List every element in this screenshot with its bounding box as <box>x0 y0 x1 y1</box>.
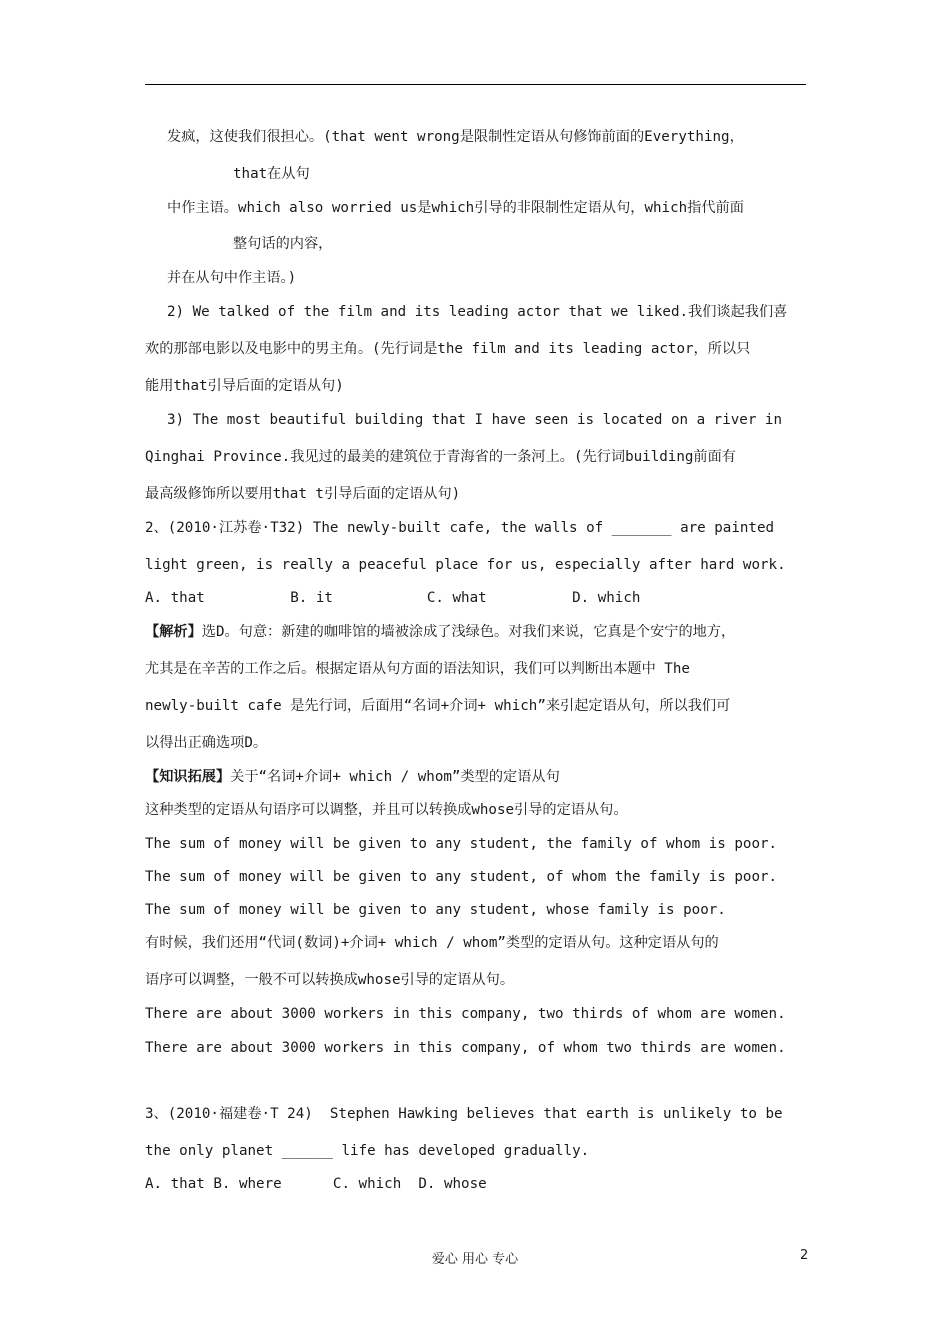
analysis-label: 【解析】 <box>145 624 202 640</box>
extension-line: 【知识拓展】关于“名词+介词+ which / whom”类型的定语从句 <box>145 769 560 785</box>
text-line: newly-built cafe 是先行词，后面用“名词+介词+ which”来引起定语从句，所以我们可 <box>145 698 731 714</box>
extension-label: 【知识拓展】 <box>145 769 231 785</box>
header-rule <box>145 84 806 85</box>
page-number: 2 <box>800 1248 809 1263</box>
question-2: 2、(2010·江苏卷·T32) The newly-built cafe, the walls of _______ are painted <box>145 520 775 536</box>
answer-options: A. that B. where C. which D. whose <box>145 1176 487 1192</box>
text-line: 这种类型的定语从句语序可以调整，并且可以转换成whose引导的定语从句。 <box>145 802 628 818</box>
text-line: 能用that引导后面的定语从句) <box>145 378 344 394</box>
text-line: 有时候，我们还用“代词(数词)+介词+ which / whom”类型的定语从句。这种定语从句的 <box>145 935 719 951</box>
text-line: 并在从句中作主语。) <box>167 270 297 286</box>
text-line: 中作主语。which also worried us是which引导的非限制性定语从句，which指代前面 <box>167 200 744 216</box>
text-line: Qinghai Province.我见过的最美的建筑位于青海省的一条河上。(先行词building前面有 <box>145 449 736 465</box>
text-line: 2) We talked of the film and its leading actor that we liked.我们谈起我们喜 <box>167 304 788 320</box>
example-line: The sum of money will be given to any student, of whom the family is poor. <box>145 869 778 885</box>
text-line: light green, is really a peaceful place for us, especially after hard work. <box>145 557 786 573</box>
example-line: There are about 3000 workers in this company, of whom two thirds are women. <box>145 1040 786 1056</box>
text-line: 欢的那部电影以及电影中的男主角。(先行词是the film and its leading actor，所以只 <box>145 341 751 357</box>
text-line: 尤其是在辛苦的工作之后。根据定语从句方面的语法知识，我们可以判断出本题中 The <box>145 661 690 677</box>
text-line: 整句话的内容， <box>233 236 333 252</box>
text-line: 最高级修饰所以要用that t引导后面的定语从句) <box>145 486 461 502</box>
example-line: The sum of money will be given to any student, whose family is poor. <box>145 902 726 918</box>
example-line: The sum of money will be given to any student, the family of whom is poor. <box>145 836 778 852</box>
text-line: 3) The most beautiful building that I have seen is located on a river in <box>167 412 782 428</box>
text-line: 以得出正确选项D。 <box>145 735 268 751</box>
text-line: 语序可以调整，一般不可以转换成whose引导的定语从句。 <box>145 972 515 988</box>
text-line: 发疯，这使我们很担心。(that went wrong是限制性定语从句修饰前面的Everything， <box>167 129 744 145</box>
question-3: 3、(2010·福建卷·T 24) Stephen Hawking believes that earth is unlikely to be <box>145 1106 783 1122</box>
text-line: the only planet ______ life has developed gradually. <box>145 1143 590 1159</box>
analysis-line: 【解析】选D。句意：新建的咖啡馆的墙被涂成了浅绿色。对我们来说，它真是个安宁的地方， <box>145 624 736 640</box>
example-line: There are about 3000 workers in this company, two thirds of whom are women. <box>145 1006 786 1022</box>
text-line: that在从句 <box>233 166 310 182</box>
answer-options: A. that B. it C. what D. which <box>145 590 641 606</box>
footer-text: 爱心 用心 专心 <box>431 1252 519 1267</box>
